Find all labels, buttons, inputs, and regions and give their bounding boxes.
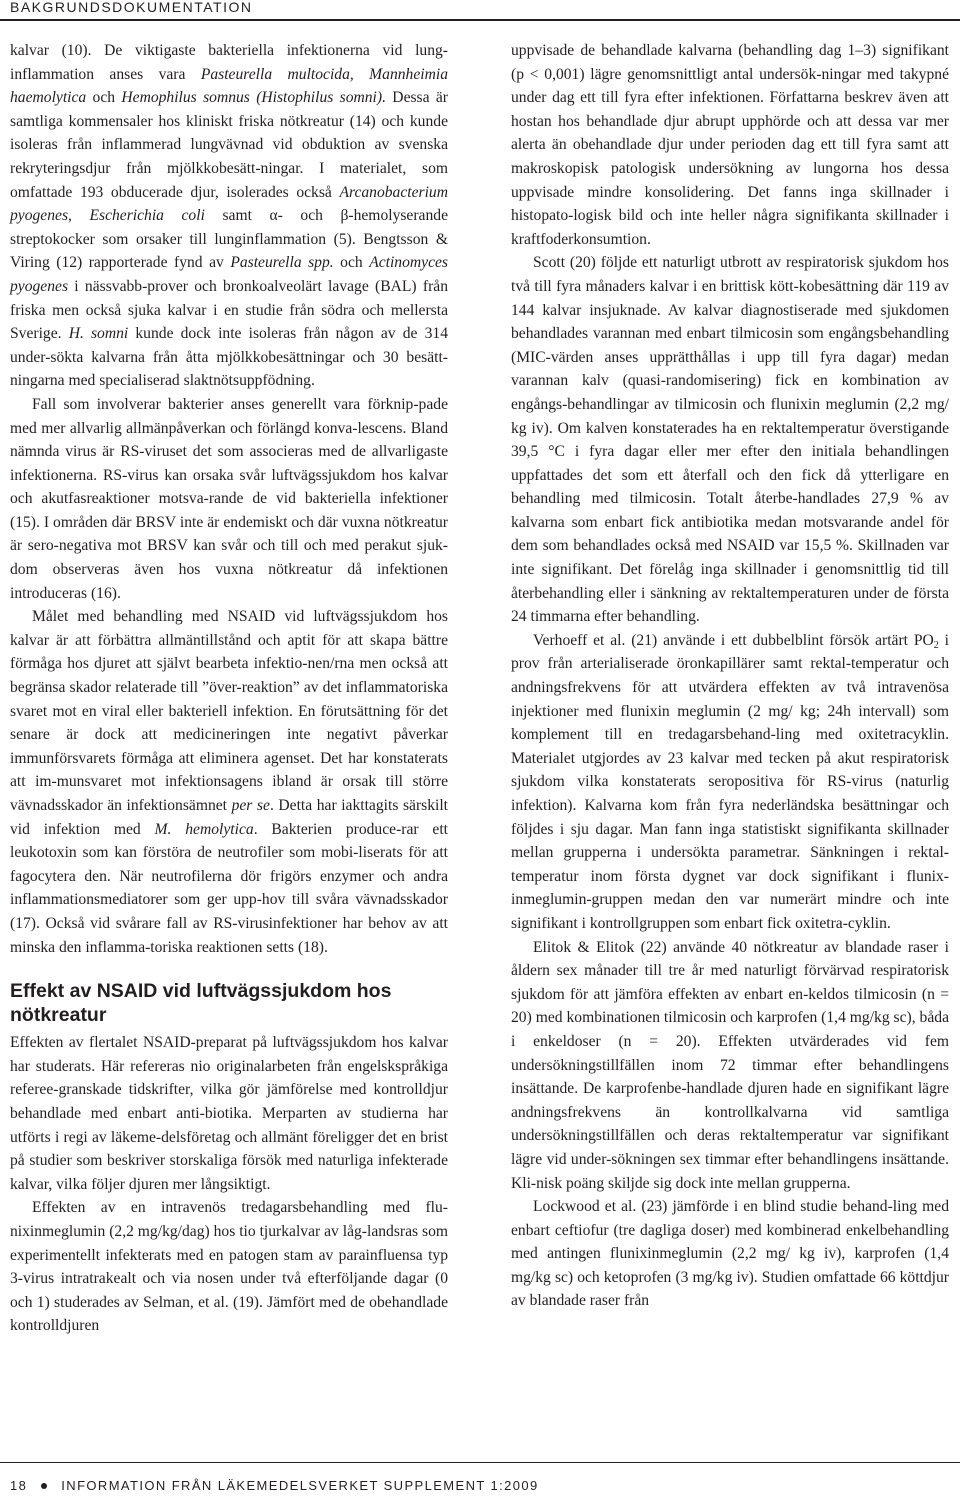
latin-term: per se bbox=[231, 797, 270, 814]
right-paragraph-5: Lockwood et al. (23) jämförde i en blind studie behand-ling med enbart ceftiofur (tre dagliga doser) med kombinerad enkelbehandling med antingen flunixinmeglumin (2,2 mg/ kg iv), karprofen (1,4 mg/kg sc) och ketoprofen (3 mg/kg iv). Studien omfattade 66 köttdjur av blandade raser från bbox=[511, 1198, 949, 1310]
left-column bbox=[10, 39, 448, 1338]
text-run: samt α- och β-hemolyserande streptokocker som orsaker till lunginflammation (5). Bengtsson & Viring (12) rapporterade fynd av bbox=[10, 207, 448, 272]
left-paragraph-4: Effekten av flertalet NSAID-preparat på luftvägssjukdom hos kalvar har studerats. Här refereras nio originalarbeten från engelskspråkiga referee-granskade tidskrifter, vilka gör jämförelse med kontrolldjur behandlade med enbart anti-biotika. Merparten av studierna har utförts i regi av läkeme-delsföretag och allmänt föreligger det en brist på studier som beskriver storskaliga försök med naturliga infekterade kalvar, vilka följer djuren mer långsiktigt. bbox=[10, 1034, 448, 1193]
right-paragraph-4: Elitok & Elitok (22) använde 40 nötkreatur av blandade raser i åldern sex månader till tre år med naturligt förvärvad respiratorisk sjukdom för att jämföra effekten av enbart en-keldos tilmicosin (n = 20) med kombinationen tilmicosin och karprofen (1,4 mg/kg sc), båda i enkeldoser (n = 20). Effekten utvärderades vid fem undersökningstillfällen inom 72 timmar efter behandlingens insättande. De karprofenbe-handlade djuren hade en signifikant lägre andningsfrekvens än kontrollkalvarna vid samtliga undersökningstillfällen och deras rektaltemperatur var signifikant lägre vid under-sökningen sex timmar efter behandlingens insättande. Kli-nisk poäng skiljde sig dock inte mellan grupperna. bbox=[511, 938, 949, 1192]
section-heading: Effekt av NSAID vid luftvägssjukdom hos nötkreatur bbox=[10, 980, 392, 1027]
left-paragraph-1 bbox=[10, 39, 448, 393]
text-run: och bbox=[333, 254, 370, 272]
header-rule bbox=[0, 19, 960, 21]
species-name: H. somni bbox=[68, 325, 129, 343]
species-name: Pasteurella multocida, Mannheimia haemolytica bbox=[10, 65, 448, 107]
subscript: 2 bbox=[933, 639, 939, 651]
left-paragraph-2: Fall som involverar bakterier anses generellt vara förknip-pade med mer allvarlig allmänpåverkan och förlängd konva-lescens. Bland nämnda virus är RS-viruset det som associeras med de allvarligaste infektionerna. RS-virus kan orsaka svår luftvägssjukdom hos kalvar och akutfasreaktioner motsva-rande de vid bakteriella infektioner (15). I områden där BRSV inte är endemiskt och där vuxna nötkreatur är sero-negativa mot BRSV kan svår och till och med perakut sjuk-dom observeras även hos vuxna nötkreatur då infektionen introduceras (16). bbox=[10, 395, 448, 602]
text-run: . Detta har iakttagits särskilt vid infektion med bbox=[10, 797, 449, 838]
text-run: kunde dock inte isoleras från någon av de 314 under-sökta kalvarna från åtta mjölkkobesättningar och 30 besätt-ningarna med specialiserad slaktnötsuppfödning. bbox=[10, 325, 448, 390]
footer-rule bbox=[0, 1462, 960, 1463]
right-paragraph-1: uppvisade de behandlade kalvarna (behandling dag 1–3) signifikant (p < 0,001) lägre genomsnittligt antal undersök-ningar med takypné under dag ett till fyra efter infektionen. Författarna beskrev även att hostan hos behandlade djur abrupt upphörde och att dessa var mer alerta än obehandlade djur under perioden dag ett till fyra samt att makroskopisk patologisk undersökning av lungorna hos dessa uppvisade mindre konsolidering. Det fanns inga skillnader i histopato-logisk bild och inte heller några signifikanta skillnader i kraftfoderkonsumtion. bbox=[511, 42, 949, 248]
page-footer bbox=[10, 1479, 539, 1493]
bullet-separator bbox=[41, 1483, 47, 1489]
species-name: Hemophilus somnus (Histophilus somni). bbox=[121, 89, 386, 107]
right-column bbox=[511, 39, 949, 1313]
text-run: Verhoeff et al. (21) använde i ett dubbelblint försök artärt PO bbox=[533, 631, 934, 649]
page-number: 18 bbox=[10, 1478, 28, 1493]
text-run: i nässvabb-prover och bronkoalveolärt lavage (BAL) från friska men också sjuka kalvar i en studie från södra och mellersta Sverige. bbox=[10, 277, 448, 343]
species-name: M. hemolytica bbox=[154, 820, 254, 838]
left-paragraph-5: Effekten av en intravenös tredagarsbehandling med flu-nixinmeglumin (2,2 mg/kg/dag) hos tio tjurkalvar av låg-landsras som experimentellt infekterats med en patogen stam av parainfluensa typ 3-virus intratrakealt och via nosen under två efterföljande dagar (0 och 1) studerades av Selman, et al. (19). Jämfört med de obehandlade kontrolldjuren bbox=[10, 1199, 448, 1335]
text-run: Dessa är samtliga kommensaler hos kliniskt friska nötkreatur (14) och kunde isoleras från inflammerad lungvävnad vid obduktion av svenska rekryteringsdjur från mjölkkobesätt-ningar. I materialet, som omfattade 193 obducerade djur, isolerades också bbox=[10, 89, 448, 201]
right-paragraph-2: Scott (20) följde ett naturligt utbrott av respiratorisk sjukdom hos två till fyra månaders kalvar i en brittisk kött-kobesättning där 119 av 144 kalvar insjuknade. Av kalvar diagnostiserade med sjukdomen behandlades varannan med enbart tilmicosin som engångsbehandling (MIC-värden anses upprätthållas i upp till fyra dagar) medan varannan kalv (quasi-randomisering) fick en kombination av engångs-behandlingar av tilmicosin och flunixin meglumin (2,2 mg/ kg iv). Om kalven konstaterades ha en rektaltemperatur överstigande 39,5 °C i fyra dagar eller mer efter den initiala behandlingen uppfattades det som ett återfall och den fick då ytterligare en behandling med tilmicosin. Totalt återbe-handlades 27,9 % av kalvarna som enbart fick antibiotika medan motsvarande andel för dem som behandlades också med NSAID var 15,5 %. Skillnaden var inte signifikant. Det förelåg inga skillnader i genomsnittlig tid till återbehandling eller i sänkning av rektaltemperaturen under de första 24 timmarna efter behandling. bbox=[511, 254, 949, 626]
text-run: kalvar (10). De viktigaste bakteriella infektionerna vid lung-inflammation anses vara bbox=[10, 42, 448, 83]
text-run: . Bakterien produce-rar ett leukotoxin som kan förstöra de neutrofiler som mobi-liserats för att fagocytera den. När neutrofilerna dör frigörs enzymer och andra inflammationsmediatorer som ger upp-hov till svåra vävnadsskador (17). Också vid svårare fall av RS-virusinfektioner har behov av att minska den inflamma-toriska reaktionen setts (18). bbox=[10, 820, 448, 956]
publication-title: INFORMATION FRÅN LÄKEMEDELSVERKET SUPPLEMENT 1:2009 bbox=[61, 1478, 539, 1493]
left-paragraph-3 bbox=[10, 605, 448, 959]
species-name: Arcanobacterium pyogenes, Escherichia coli bbox=[10, 183, 448, 225]
text-run: Målet med behandling med NSAID vid luftvägssjukdom hos kalvar är att förbättra allmäntillstånd och aptit för att skapa bättre förmåga hos djuret att självt bearbeta infektio-nen/rna men också att begränsa skador relaterade till ”över-reaktion” av det inflammatoriska svaret mot en viral eller bakteriell infektion. En förutsättning för det senare är dock att medicineringen inte negativt påverkar immunförsvarets förmåga att eliminera agenset. Det har konstaterats att im-munsvaret mot infektionsagens ibland är orsak till större vävnadsskador än infektionsämnet bbox=[10, 608, 448, 814]
species-name: Pasteurella spp. bbox=[230, 254, 334, 272]
text-run: och bbox=[86, 89, 122, 107]
right-paragraph-3 bbox=[511, 629, 949, 936]
section-label: BAKGRUNDSDOKUMENTATION bbox=[10, 0, 253, 15]
species-name: Actinomyces pyogenes bbox=[10, 254, 448, 295]
text-run: i prov från arterialiserade öronkapillärer samt rektal-temperatur och andningsfrekvens för att utvärdera effekten av två intravenösa injektioner med flunixin meglumin (2 mg/ kg; 24h intervall) som komplement till en tredagarsbehand-ling med oxitetracyklin. Materialet utgjordes av 23 kalvar med tecken på akut respiratorisk sjukdom vilka konstaterats seropositiva för RS-virus (naturlig infektion). Kalvarna kom från fyra nederländska besättningar och följdes i sju dagar. Man fann inga statistiskt signifikanta skillnader mellan grupperna i undersökta parametrar. Sänkningen i rektal-temperatur inom första dygnet var dock signifikant i flunix-inmeglumin-gruppen medan den var numerärt mindre och inte signifikant i kontrollgruppen som enbart fick oxitetra-cyklin. bbox=[511, 631, 949, 932]
